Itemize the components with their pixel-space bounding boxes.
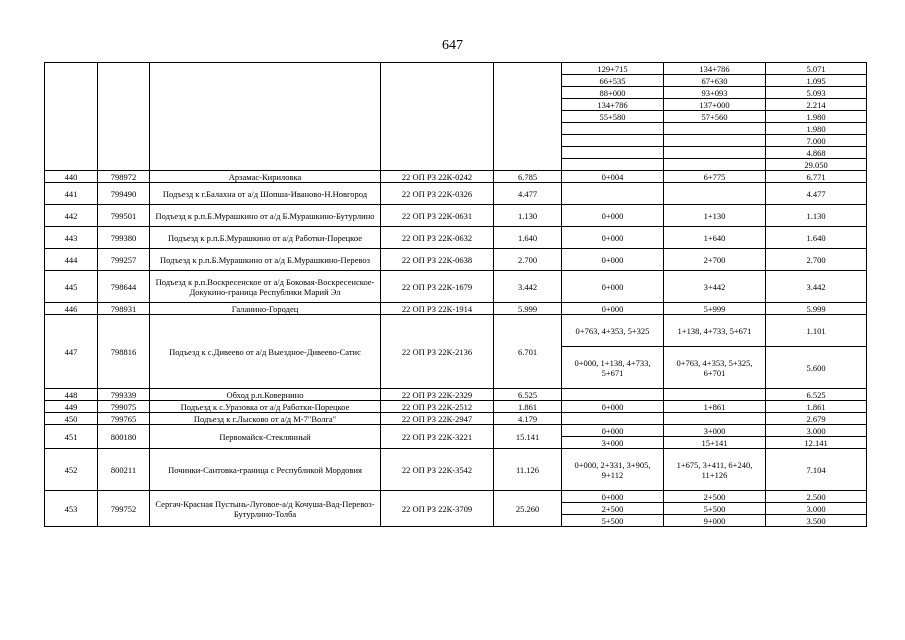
segment-start-cell (562, 183, 664, 205)
segment-length-cell: 5.600 (766, 347, 867, 389)
segment-length-cell: 1.640 (766, 227, 867, 249)
road-code-cell: 22 ОП РЗ 22К-0638 (381, 249, 494, 271)
table-row (45, 413, 867, 425)
road-code-cell: 22 ОП РЗ 22К-3709 (381, 491, 494, 527)
segment-end-cell: 1+138, 4+733, 5+671 (664, 315, 766, 347)
segment-end-cell (664, 147, 766, 159)
segment-length-cell: 5.071 (766, 63, 867, 75)
total-length-cell: 1.640 (494, 227, 562, 249)
road-name-cell: Обход р.п.Ковернино (150, 389, 381, 401)
road-id-cell: 800211 (98, 449, 150, 491)
road-id-cell: 799490 (98, 183, 150, 205)
road-name-cell: Подъезд к с.Дивеево от а/д Выездное-Дивеево-Сатис (150, 315, 381, 389)
road-name-cell: Подъезд к р.п.Б.Мурашкино от а/д Работки-Порецкое (150, 227, 381, 249)
road-name-cell: Подъезд к г.Балахна от а/д Шопша-Иваново-Н.Новгород (150, 183, 381, 205)
segment-length-cell: 1.101 (766, 315, 867, 347)
segment-start-cell: 0+000 (562, 491, 664, 503)
segment-end-cell: 5+999 (664, 303, 766, 315)
segment-end-cell: 2+500 (664, 491, 766, 503)
road-code-cell: 22 ОП РЗ 22К-2947 (381, 413, 494, 425)
total-length-cell: 6.785 (494, 171, 562, 183)
road-code-cell: 22 ОП РЗ 22К-2136 (381, 315, 494, 389)
segment-start-cell: 134+786 (562, 99, 664, 111)
segment-length-cell: 3.000 (766, 503, 867, 515)
continuation-id-cell (98, 63, 150, 171)
row-number-cell: 453 (45, 491, 98, 527)
road-id-cell: 799380 (98, 227, 150, 249)
total-length-cell: 4.179 (494, 413, 562, 425)
segment-length-cell: 1.130 (766, 205, 867, 227)
road-id-cell: 799339 (98, 389, 150, 401)
segment-length-cell: 3.442 (766, 271, 867, 303)
segment-end-cell (664, 183, 766, 205)
segment-start-cell: 0+000 (562, 205, 664, 227)
segment-start-cell: 3+000 (562, 437, 664, 449)
segment-start-cell: 129+715 (562, 63, 664, 75)
segment-start-cell: 0+763, 4+353, 5+325 (562, 315, 664, 347)
segment-start-cell: 2+500 (562, 503, 664, 515)
segment-length-cell: 6.525 (766, 389, 867, 401)
segment-start-cell (562, 159, 664, 171)
segment-end-cell: 57+560 (664, 111, 766, 123)
row-number-cell: 448 (45, 389, 98, 401)
segment-start-cell: 0+000 (562, 249, 664, 271)
total-length-cell: 15.141 (494, 425, 562, 449)
road-name-cell: Подъезд к р.п.Б.Мурашкино от а/д Б.Мурашкино-Перевоз (150, 249, 381, 271)
total-length-cell: 11.126 (494, 449, 562, 491)
road-id-cell: 799752 (98, 491, 150, 527)
segment-end-cell: 0+763, 4+353, 5+325, 6+701 (664, 347, 766, 389)
segment-end-cell: 1+640 (664, 227, 766, 249)
total-length-cell: 2.700 (494, 249, 562, 271)
road-id-cell: 798931 (98, 303, 150, 315)
segment-start-cell: 0+000 (562, 271, 664, 303)
row-number-cell: 450 (45, 413, 98, 425)
road-code-cell: 22 ОП РЗ 22К-2512 (381, 401, 494, 413)
table-row (45, 183, 867, 205)
total-length-cell: 5.999 (494, 303, 562, 315)
road-code-cell: 22 ОП РЗ 22К-0242 (381, 171, 494, 183)
road-name-cell: Первомайск-Стеклянный (150, 425, 381, 449)
segment-start-cell: 5+500 (562, 515, 664, 527)
road-code-cell: 22 ОП РЗ 22К-3542 (381, 449, 494, 491)
segment-end-cell: 3+000 (664, 425, 766, 437)
segment-length-cell: 1.861 (766, 401, 867, 413)
road-code-cell: 22 ОП РЗ 22К-0632 (381, 227, 494, 249)
segment-end-cell: 67+630 (664, 75, 766, 87)
total-length-cell: 6.525 (494, 389, 562, 401)
segment-start-cell (562, 389, 664, 401)
row-number-cell: 445 (45, 271, 98, 303)
segment-start-cell (562, 147, 664, 159)
table-row (45, 171, 867, 183)
road-name-cell: Починки-Сантовка-граница с Республикой Мордовия (150, 449, 381, 491)
road-id-cell: 799075 (98, 401, 150, 413)
segment-length-cell: 2.214 (766, 99, 867, 111)
segment-end-cell: 5+500 (664, 503, 766, 515)
segment-end-cell: 15+141 (664, 437, 766, 449)
road-id-cell: 799257 (98, 249, 150, 271)
road-code-cell: 22 ОП РЗ 22К-0326 (381, 183, 494, 205)
road-id-cell: 800180 (98, 425, 150, 449)
table-row (45, 271, 867, 303)
segment-length-cell: 3.500 (766, 515, 867, 527)
segment-start-cell: 0+000 (562, 303, 664, 315)
segment-length-cell: 1.980 (766, 111, 867, 123)
continuation-code-cell (381, 63, 494, 171)
total-length-cell: 6.701 (494, 315, 562, 389)
segment-end-cell (664, 135, 766, 147)
segment-length-cell: 2.700 (766, 249, 867, 271)
row-number-cell: 447 (45, 315, 98, 389)
road-id-cell: 799501 (98, 205, 150, 227)
table-body (45, 63, 867, 527)
road-code-cell: 22 ОП РЗ 22К-2329 (381, 389, 494, 401)
segment-length-cell: 5.999 (766, 303, 867, 315)
page-number: 647 (442, 38, 463, 53)
road-name-cell: Сергач-Красная Пустынь-Луговое-а/д Кочуша-Вад-Перевоз-Бутурлино-Толба (150, 491, 381, 527)
segment-end-cell: 1+130 (664, 205, 766, 227)
segment-length-cell: 1.095 (766, 75, 867, 87)
table-row (45, 303, 867, 315)
road-code-cell: 22 ОП РЗ 22К-1679 (381, 271, 494, 303)
segment-end-cell: 6+775 (664, 171, 766, 183)
table-row (45, 425, 867, 437)
continuation-total-cell (494, 63, 562, 171)
segment-start-cell: 0+004 (562, 171, 664, 183)
row-number-cell: 444 (45, 249, 98, 271)
total-length-cell: 1.861 (494, 401, 562, 413)
road-name-cell: Арзамас-Кириловка (150, 171, 381, 183)
segment-start-cell: 66+535 (562, 75, 664, 87)
row-number-cell: 440 (45, 171, 98, 183)
segment-end-cell: 3+442 (664, 271, 766, 303)
table-row (45, 449, 867, 491)
segment-length-cell: 2.500 (766, 491, 867, 503)
row-number-cell: 442 (45, 205, 98, 227)
segment-length-cell: 7.000 (766, 135, 867, 147)
segment-start-cell: 0+000 (562, 425, 664, 437)
road-id-cell: 798816 (98, 315, 150, 389)
road-id-cell: 799765 (98, 413, 150, 425)
segment-length-cell: 2.679 (766, 413, 867, 425)
row-number-cell: 446 (45, 303, 98, 315)
segment-length-cell: 5.093 (766, 87, 867, 99)
segment-end-cell: 137+000 (664, 99, 766, 111)
segment-end-cell (664, 389, 766, 401)
road-name-cell: Подъезд к р.п.Воскресенское от а/д Боковая-Воскресенское-Докукино-граница Республики Марий Эл (150, 271, 381, 303)
table-row (45, 315, 867, 347)
segment-end-cell (664, 159, 766, 171)
total-length-cell: 25.260 (494, 491, 562, 527)
segment-start-cell: 0+000 (562, 401, 664, 413)
segment-start-cell: 55+580 (562, 111, 664, 123)
segment-end-cell: 1+675, 3+411, 6+240, 11+126 (664, 449, 766, 491)
segment-length-cell: 7.104 (766, 449, 867, 491)
road-name-cell: Галанино-Городец (150, 303, 381, 315)
road-name-cell: Подъезд к с.Уразовка от а/д Работки-Порецкое (150, 401, 381, 413)
segment-start-cell: 0+000 (562, 227, 664, 249)
table-row (45, 205, 867, 227)
continuation-num-cell (45, 63, 98, 171)
row-number-cell: 452 (45, 449, 98, 491)
segment-length-cell: 4.868 (766, 147, 867, 159)
segment-length-cell: 12.141 (766, 437, 867, 449)
table-row (45, 389, 867, 401)
road-code-cell: 22 ОП РЗ 22К-3221 (381, 425, 494, 449)
total-length-cell: 4.477 (494, 183, 562, 205)
row-number-cell: 449 (45, 401, 98, 413)
road-id-cell: 798644 (98, 271, 150, 303)
road-id-cell: 798972 (98, 171, 150, 183)
segment-length-cell: 29.050 (766, 159, 867, 171)
table-row (45, 227, 867, 249)
segment-start-cell (562, 413, 664, 425)
segment-length-cell: 4.477 (766, 183, 867, 205)
segment-end-cell: 9+000 (664, 515, 766, 527)
row-number-cell: 451 (45, 425, 98, 449)
segment-end-cell: 2+700 (664, 249, 766, 271)
table-row (45, 491, 867, 503)
segment-end-cell (664, 123, 766, 135)
road-registry-table (44, 62, 867, 527)
segment-start-cell: 0+000, 1+138, 4+733, 5+671 (562, 347, 664, 389)
row-number-cell: 441 (45, 183, 98, 205)
segment-start-cell (562, 135, 664, 147)
segment-length-cell: 6.771 (766, 171, 867, 183)
segment-end-cell (664, 413, 766, 425)
table-row (45, 63, 867, 75)
continuation-name-cell (150, 63, 381, 171)
segment-length-cell: 1.980 (766, 123, 867, 135)
table-row (45, 249, 867, 271)
road-name-cell: Подъезд к г.Лысково от а/д М-7"Волга" (150, 413, 381, 425)
total-length-cell: 1.130 (494, 205, 562, 227)
segment-start-cell (562, 123, 664, 135)
road-code-cell: 22 ОП РЗ 22К-1914 (381, 303, 494, 315)
table-row (45, 401, 867, 413)
total-length-cell: 3.442 (494, 271, 562, 303)
segment-length-cell: 3.000 (766, 425, 867, 437)
segment-start-cell: 88+000 (562, 87, 664, 99)
segment-end-cell: 134+786 (664, 63, 766, 75)
segment-end-cell: 93+093 (664, 87, 766, 99)
segment-start-cell: 0+000, 2+331, 3+905, 9+112 (562, 449, 664, 491)
row-number-cell: 443 (45, 227, 98, 249)
road-name-cell: Подъезд к р.п.Б.Мурашкино от а/д Б.Мурашкино-Бутурлино (150, 205, 381, 227)
road-code-cell: 22 ОП РЗ 22К-0631 (381, 205, 494, 227)
segment-end-cell: 1+861 (664, 401, 766, 413)
